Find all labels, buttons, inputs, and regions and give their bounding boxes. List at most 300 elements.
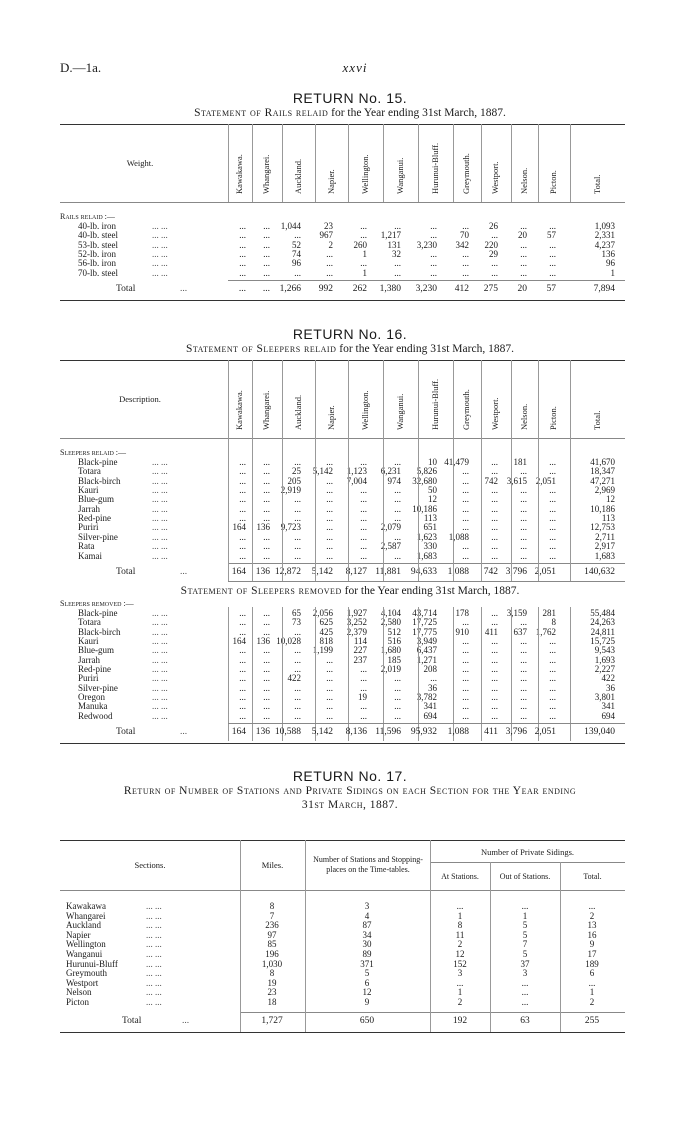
- row-label: Totara: [78, 466, 101, 477]
- header-divider: [453, 124, 454, 202]
- cell-value: 3,796: [505, 727, 527, 738]
- cell-value: ...: [491, 701, 498, 712]
- cell-value: 6: [589, 968, 595, 979]
- row-label: Kauri: [78, 635, 99, 646]
- row-label: Jarrah: [78, 654, 100, 665]
- cell-value: ...: [239, 701, 246, 712]
- cell-value: ...: [491, 494, 498, 505]
- cell-value: 164: [232, 522, 246, 533]
- total-row: [60, 1017, 625, 1026]
- cell-value: ...: [491, 673, 498, 684]
- miles-header: Miles.: [261, 860, 284, 870]
- cell-value: ...: [326, 457, 333, 467]
- cell-value: 9: [364, 997, 370, 1007]
- cell-value: ...: [326, 267, 333, 278]
- header-divider: [481, 124, 482, 202]
- cell-value: ...: [520, 485, 527, 496]
- column-header: Kawakawa.: [234, 390, 244, 430]
- cell-value: ...: [239, 239, 246, 250]
- header-divider: [418, 360, 419, 438]
- table-row: [60, 998, 625, 1007]
- column-header: Napier.: [325, 405, 336, 430]
- cell-value: 113: [423, 513, 437, 524]
- cell-value: 425: [319, 626, 333, 637]
- leader-dots: ... ...: [152, 485, 168, 496]
- table-row: [60, 505, 625, 514]
- cell-value: ...: [294, 682, 301, 693]
- cell-value: 32,680: [412, 475, 437, 486]
- cell-value: 3,230: [415, 283, 437, 294]
- cell-value: 2: [457, 939, 463, 950]
- cell-value: ...: [326, 682, 333, 693]
- cell-value: ...: [294, 457, 301, 467]
- cell-value: 4: [364, 910, 370, 921]
- leader-dots: ... ...: [146, 920, 162, 931]
- cell-value: ...: [294, 692, 301, 702]
- cell-value: 95,932: [410, 727, 437, 738]
- cell-value: 422: [287, 673, 301, 684]
- row-label: Puriri: [78, 522, 99, 533]
- table-row: [60, 241, 625, 250]
- cell-value: ...: [520, 710, 527, 721]
- cell-value: ...: [326, 654, 333, 665]
- cell-value: ...: [360, 230, 367, 241]
- cell-value: 341: [601, 701, 615, 712]
- leader-dots: ... ...: [152, 673, 168, 684]
- cell-value: ...: [263, 267, 270, 278]
- leader-dots: ... ...: [152, 531, 168, 542]
- leader-dots: ... ...: [146, 968, 162, 979]
- return-15-subtitle: Statement of Rails relaid for the Year ending 31st March, 1887.: [194, 107, 506, 119]
- cell-value: ...: [360, 457, 367, 467]
- cell-value: 96: [292, 258, 301, 269]
- cell-value: 2: [589, 910, 595, 921]
- cell-value: 6,437: [416, 645, 437, 656]
- cell-value: 1: [589, 987, 595, 998]
- cell-value: 3,949: [416, 635, 437, 646]
- cell-value: ...: [239, 513, 246, 524]
- cell-value: 2,079: [380, 522, 401, 533]
- column-divider: [481, 607, 482, 741]
- column-header: Greymouth.: [461, 389, 471, 430]
- cell-value: ...: [491, 607, 498, 618]
- cell-value: 89: [362, 949, 372, 959]
- cell-value: ...: [294, 654, 301, 665]
- private-header: Number of Private Sidings.: [480, 847, 575, 857]
- total-bottom-rule: [228, 581, 625, 582]
- cell-value: 185: [387, 654, 401, 665]
- column-header: Nelson.: [518, 403, 529, 430]
- cell-value: ...: [326, 485, 333, 496]
- header-divider: [453, 360, 454, 438]
- cell-value: 17: [587, 949, 597, 959]
- subheader-rule: [430, 862, 625, 863]
- total-row: [60, 728, 625, 737]
- cell-value: 17,775: [412, 626, 437, 637]
- cell-value: 152: [453, 958, 467, 969]
- header-divider: [305, 840, 306, 890]
- cell-value: ...: [326, 710, 333, 721]
- cell-value: ...: [520, 466, 527, 477]
- cell-value: 192: [452, 1015, 468, 1026]
- cell-value: ...: [394, 701, 401, 712]
- cell-value: 1,217: [380, 230, 401, 241]
- column-header-label: Description.: [119, 394, 161, 404]
- cell-value: 1,044: [280, 221, 301, 231]
- leader-dots: ... ...: [152, 663, 168, 674]
- table-top-rule: [60, 840, 625, 841]
- cell-value: 10,588: [274, 727, 301, 738]
- header-bottom-rule: [60, 202, 625, 203]
- cell-value: ...: [462, 221, 469, 231]
- cell-value: ...: [549, 248, 556, 259]
- column-header: Whangarei.: [261, 154, 271, 194]
- row-label: Silver-pine: [78, 531, 118, 542]
- cell-value: 8,127: [345, 566, 367, 577]
- cell-value: 136: [255, 727, 270, 738]
- cell-value: ...: [491, 258, 498, 269]
- cell-value: ...: [360, 522, 367, 533]
- leader-dots: ... ...: [152, 457, 168, 467]
- group-label: Rails relaid :—: [60, 212, 115, 221]
- cell-value: ...: [462, 654, 469, 665]
- cell-value: ...: [462, 485, 469, 496]
- cell-value: ...: [263, 475, 270, 486]
- column-header: Total.: [591, 410, 602, 430]
- header-divider: [348, 124, 349, 202]
- cell-value: 818: [319, 635, 333, 646]
- cell-value: ...: [462, 663, 469, 674]
- cell-value: ...: [263, 617, 270, 628]
- cell-value: ...: [491, 654, 498, 665]
- cell-value: 5: [522, 949, 528, 959]
- cell-value: ...: [360, 485, 367, 496]
- cell-value: ...: [430, 258, 437, 269]
- cell-value: 1,199: [312, 645, 333, 656]
- cell-value: ...: [263, 663, 270, 674]
- table-row: [60, 222, 625, 231]
- cell-value: ...: [326, 701, 333, 712]
- leader-dots: ... ...: [152, 607, 168, 618]
- cell-value: 34: [362, 929, 372, 940]
- cell-value: 2,580: [380, 617, 401, 628]
- cell-value: ...: [239, 457, 246, 467]
- cell-value: 19: [267, 977, 277, 988]
- cell-value: 3: [364, 901, 370, 911]
- column-divider: [282, 607, 283, 741]
- cell-value: 3: [457, 968, 463, 979]
- cell-value: 2,917: [594, 541, 615, 552]
- cell-value: ...: [491, 466, 498, 477]
- column-header: Westport.: [490, 161, 500, 194]
- cell-value: 3,615: [506, 475, 527, 486]
- cell-value: ...: [394, 485, 401, 496]
- row-label: Hurunui-Bluff: [66, 958, 118, 969]
- cell-value: ...: [491, 617, 498, 628]
- cell-value: 1,623: [416, 531, 437, 542]
- column-divider: [511, 607, 512, 741]
- cell-value: ...: [263, 230, 270, 241]
- cell-value: 371: [360, 958, 374, 969]
- cell-value: 1: [522, 910, 528, 921]
- cell-value: ...: [491, 710, 498, 721]
- row-label: Wellington: [66, 939, 106, 950]
- cell-value: ...: [549, 710, 556, 721]
- leader-dots: ... ...: [146, 958, 162, 969]
- row-label: Kauri: [78, 485, 99, 496]
- cell-value: ...: [521, 997, 529, 1007]
- cell-value: ...: [462, 635, 469, 646]
- cell-value: ...: [491, 531, 498, 542]
- cell-value: 24,811: [590, 626, 615, 637]
- cell-value: 220: [484, 239, 498, 250]
- row-label: Black-pine: [78, 457, 118, 467]
- cell-value: 15,725: [590, 635, 615, 646]
- stations-header: Number of Stations and Stopping-places on the Time-tables.: [313, 855, 423, 874]
- table-bottom-rule: [60, 300, 625, 301]
- row-label: Wanganui: [66, 949, 103, 959]
- header-divider: [228, 124, 229, 202]
- row-label: Kawakawa: [66, 901, 106, 911]
- cell-value: ...: [491, 513, 498, 524]
- cell-value: ...: [462, 494, 469, 505]
- row-label: 53-lb. steel: [78, 239, 118, 250]
- cell-value: ...: [326, 663, 333, 674]
- cell-value: 650: [359, 1015, 375, 1026]
- cell-value: ...: [263, 626, 270, 637]
- cell-value: ...: [462, 267, 469, 278]
- cell-value: ...: [263, 485, 270, 496]
- column-divider: [383, 438, 384, 581]
- cell-value: 19: [358, 692, 367, 702]
- header-divider: [252, 124, 253, 202]
- cell-value: ...: [239, 550, 246, 561]
- table-row: [60, 542, 625, 551]
- column-divider: [348, 607, 349, 741]
- cell-value: 1,271: [416, 654, 437, 665]
- cell-value: 131: [387, 239, 401, 250]
- cell-value: ...: [326, 494, 333, 505]
- cell-value: ...: [491, 541, 498, 552]
- cell-value: ...: [456, 977, 464, 988]
- column-divider: [228, 438, 229, 581]
- table-row: [60, 269, 625, 278]
- cell-value: ...: [326, 550, 333, 561]
- cell-value: 23: [267, 987, 277, 998]
- cell-value: 196: [265, 949, 279, 959]
- cell-value: 651: [423, 522, 437, 533]
- table-row: [60, 702, 625, 711]
- cell-value: ...: [239, 710, 246, 721]
- leader-dots: ... ...: [146, 939, 162, 950]
- sections-header: Sections.: [134, 860, 166, 870]
- cell-value: 237: [353, 654, 367, 665]
- cell-value: ...: [294, 230, 301, 241]
- leader-dots: ... ...: [152, 267, 168, 278]
- cell-value: 1,266: [279, 283, 301, 294]
- column-header: Wanganui.: [394, 393, 405, 430]
- column-divider: [315, 607, 316, 741]
- cell-value: ...: [549, 550, 556, 561]
- total-rule: [228, 723, 625, 724]
- cell-value: ...: [520, 682, 527, 693]
- leader-dots: ... ...: [152, 466, 168, 477]
- leader-dots: ... ...: [152, 654, 168, 665]
- cell-value: 12: [606, 494, 615, 505]
- cell-value: ...: [360, 541, 367, 552]
- row-label: Red-pine: [78, 663, 111, 674]
- cell-value: 1,030: [261, 958, 283, 969]
- column-header: Auckland.: [292, 158, 303, 194]
- cell-value: ...: [520, 531, 527, 542]
- cell-value: ...: [549, 645, 556, 656]
- cell-value: 281: [542, 607, 556, 618]
- column-header: Total.: [591, 174, 602, 194]
- cell-value: ...: [549, 457, 556, 467]
- cell-value: ...: [294, 494, 301, 505]
- row-label: Blue-gum: [78, 645, 114, 656]
- cell-value: ...: [462, 645, 469, 656]
- cell-value: ...: [549, 267, 556, 278]
- table-row: [60, 931, 625, 940]
- cell-value: ...: [462, 550, 469, 561]
- cell-value: ...: [394, 682, 401, 693]
- cell-value: 1,683: [416, 550, 437, 561]
- cell-value: 10,186: [590, 503, 615, 514]
- cell-value: 5,142: [311, 566, 333, 577]
- cell-value: ...: [456, 901, 464, 911]
- cell-value: ...: [263, 692, 270, 702]
- cell-value: 694: [423, 710, 437, 721]
- leader-dots: ... ...: [146, 910, 162, 921]
- cell-value: ...: [462, 466, 469, 477]
- leader-dots: ... ...: [146, 997, 162, 1007]
- table-row: [60, 523, 625, 532]
- cell-value: 2,331: [594, 230, 615, 241]
- row-label: Oregon: [78, 692, 105, 702]
- cell-value: 412: [454, 283, 469, 294]
- cell-value: 11: [455, 929, 465, 940]
- cell-value: ...: [263, 239, 270, 250]
- cell-value: 13: [587, 920, 597, 931]
- cell-value: ...: [520, 221, 527, 231]
- cell-value: ...: [326, 475, 333, 486]
- total-rule: [240, 1012, 625, 1013]
- table-row: [60, 656, 625, 665]
- leader-dots: ...: [182, 1015, 190, 1026]
- cell-value: 694: [601, 710, 615, 721]
- cell-value: 3,782: [416, 692, 437, 702]
- cell-value: ...: [263, 513, 270, 524]
- cell-value: ...: [239, 654, 246, 665]
- cell-value: ...: [263, 221, 270, 231]
- cell-value: 1: [610, 267, 615, 278]
- cell-value: ...: [294, 645, 301, 656]
- cell-value: ...: [430, 267, 437, 278]
- column-divider: [252, 607, 253, 741]
- cell-value: ...: [239, 663, 246, 674]
- cell-value: 967: [319, 230, 333, 241]
- cell-value: 16: [587, 929, 597, 940]
- cell-value: ...: [239, 466, 246, 477]
- table-row: [60, 950, 625, 959]
- cell-value: ...: [239, 485, 246, 496]
- cell-value: ...: [520, 522, 527, 533]
- total-row: [60, 285, 625, 294]
- table-row: [60, 940, 625, 949]
- table-row: [60, 514, 625, 523]
- cell-value: 4,237: [594, 239, 615, 250]
- cell-value: 26: [489, 221, 498, 231]
- cell-value: ...: [263, 541, 270, 552]
- cell-value: 1,693: [594, 654, 615, 665]
- cell-value: 5,142: [311, 727, 333, 738]
- total-rule: [228, 280, 625, 281]
- cell-value: 1,123: [346, 466, 367, 477]
- cell-value: ...: [360, 221, 367, 231]
- cell-value: ...: [462, 692, 469, 702]
- cell-value: 164: [231, 566, 246, 577]
- table-row: [60, 637, 625, 646]
- leader-dots: ... ...: [152, 248, 168, 259]
- leader-dots: ... ...: [146, 949, 162, 959]
- cell-value: 1: [362, 248, 367, 259]
- cell-value: ...: [294, 513, 301, 524]
- row-label: Redwood: [78, 710, 113, 721]
- cell-value: ...: [549, 503, 556, 514]
- cell-value: 3,159: [506, 607, 527, 618]
- column-divider: [252, 438, 253, 581]
- cell-value: 57: [547, 230, 556, 241]
- cell-value: 5: [522, 920, 528, 931]
- cell-value: ...: [263, 673, 270, 684]
- return-16-table: [60, 360, 625, 762]
- cell-value: ...: [263, 701, 270, 712]
- row-label: Westport: [66, 977, 99, 988]
- cell-value: ...: [521, 987, 529, 998]
- cell-value: ...: [549, 673, 556, 684]
- cell-value: ...: [549, 466, 556, 477]
- cell-value: 47,271: [590, 475, 615, 486]
- column-divider: [228, 607, 229, 741]
- cell-value: ...: [520, 541, 527, 552]
- table-row: [60, 618, 625, 627]
- column-header: Nelson.: [518, 167, 529, 194]
- cell-value: 12,872: [274, 566, 301, 577]
- cell-value: ...: [239, 258, 246, 269]
- cell-value: ...: [491, 230, 498, 241]
- cell-value: ...: [263, 531, 270, 542]
- table-row: [60, 902, 625, 911]
- table-row: [60, 684, 625, 693]
- cell-value: ...: [462, 673, 469, 684]
- cell-value: ...: [491, 645, 498, 656]
- cell-value: ...: [394, 457, 401, 467]
- cell-value: 11,881: [375, 566, 401, 577]
- group-heading: [60, 599, 625, 608]
- row-label: Puriri: [78, 673, 99, 684]
- cell-value: 255: [584, 1015, 600, 1026]
- table-row: [60, 693, 625, 702]
- header-divider: [383, 124, 384, 202]
- table-row: [60, 628, 625, 637]
- cell-value: ...: [588, 901, 596, 911]
- table-bottom-rule: [60, 743, 625, 744]
- cell-value: 50: [428, 485, 437, 496]
- cell-value: ...: [263, 654, 270, 665]
- table-row: [60, 646, 625, 655]
- cell-value: 1,727: [261, 1015, 283, 1026]
